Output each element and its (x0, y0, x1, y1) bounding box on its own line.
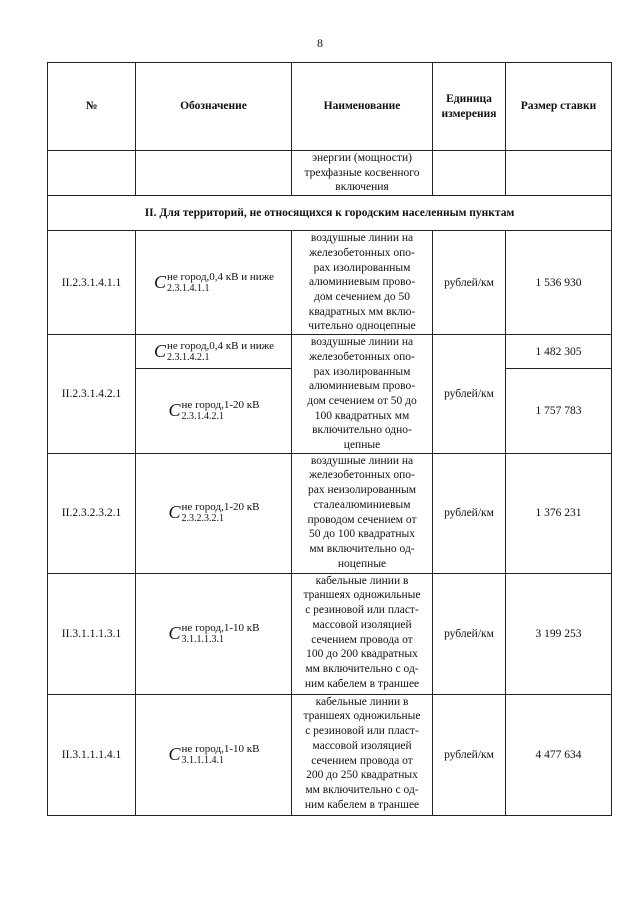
c-symbol: C (154, 271, 167, 292)
section-row (48, 196, 612, 231)
header-rate: Размер ставки (506, 63, 612, 151)
row-name: воздушные линии на железобетонных опо- рах неизолированным сталеалюминиевым проводом сечением от 50 до 100 квадратных мм включительно од- ноцепные (292, 453, 433, 573)
header-designation: Обозначение (136, 63, 292, 151)
continued-name: энергии (мощности) трехфазные косвенного включения (292, 151, 433, 196)
row-designation-a: C не город,0,4 кВ и ниже 2.3.1.4.2.1 (136, 335, 292, 369)
row-unit: рублей/км (433, 694, 506, 815)
c-symbol: C (154, 340, 167, 361)
c-symbol: C (168, 622, 181, 643)
row-name: воздушные линии на железобетонных опо- рах изолированным алюминиевым прово- дом сечением до 50 квадратных мм вклю- чительно одноцепные (292, 231, 433, 335)
row-name: кабельные линии в траншеях одножильные с резиновой или пласт- массовой изоляцией сечением провода от 100 до 200 квадратных мм включительно с од- ним кабелем в траншее (292, 573, 433, 694)
header-name: Наименование (292, 63, 433, 151)
table-row (48, 335, 612, 369)
row-designation: C не город,1-10 кВ 3.1.1.1.4.1 (136, 694, 292, 815)
row-unit: рублей/км (433, 453, 506, 573)
row-designation: C не город,1-20 кВ 2.3.2.3.2.1 (136, 453, 292, 573)
row-unit: рублей/км (433, 335, 506, 454)
header-row (48, 63, 612, 151)
row-rate-a: 1 482 305 (506, 335, 612, 369)
row-designation: C не город,1-10 кВ 3.1.1.1.3.1 (136, 573, 292, 694)
row-name: кабельные линии в траншеях одножильные с резиновой или пласт- массовой изоляцией сечением провода от 200 до 250 квадратных мм включительно с од- ним кабелем в траншее (292, 694, 433, 815)
row-rate: 3 199 253 (506, 573, 612, 694)
page-number: 8 (317, 36, 323, 50)
header-num: № (48, 63, 136, 151)
row-num: II.2.3.1.4.2.1 (48, 335, 136, 454)
row-num: II.3.1.1.1.4.1 (48, 694, 136, 815)
row-rate: 1 536 930 (506, 231, 612, 335)
row-rate: 4 477 634 (506, 694, 612, 815)
row-name: воздушные линии на железобетонных опо- рах изолированным алюминиевым прово- дом сечением от 50 до 100 квадратных мм включительно одно- цепные (292, 335, 433, 454)
table-row (48, 573, 612, 694)
c-symbol: C (168, 743, 181, 764)
continued-row (48, 151, 612, 196)
table-row (48, 453, 612, 573)
row-rate: 1 376 231 (506, 453, 612, 573)
table-row (48, 231, 612, 335)
row-num: II.2.3.1.4.1.1 (48, 231, 136, 335)
c-symbol: C (168, 400, 181, 420)
header-unit: Единица измерения (433, 63, 506, 151)
row-unit: рублей/км (433, 573, 506, 694)
row-designation: C не город,0,4 кВ и ниже 2.3.1.4.1.1 (136, 231, 292, 335)
section-title: II. Для территорий, не относящихся к городским населенным пунктам (48, 196, 612, 231)
tariff-table (47, 62, 612, 816)
row-designation-b: C не город,1-20 кВ 2.3.1.4.2.1 (136, 369, 292, 453)
row-num: II.3.1.1.1.3.1 (48, 573, 136, 694)
row-rate-b: 1 757 783 (506, 369, 612, 453)
c-symbol: C (168, 502, 181, 523)
table-row (48, 694, 612, 815)
row-unit: рублей/км (433, 231, 506, 335)
row-num: II.2.3.2.3.2.1 (48, 453, 136, 573)
